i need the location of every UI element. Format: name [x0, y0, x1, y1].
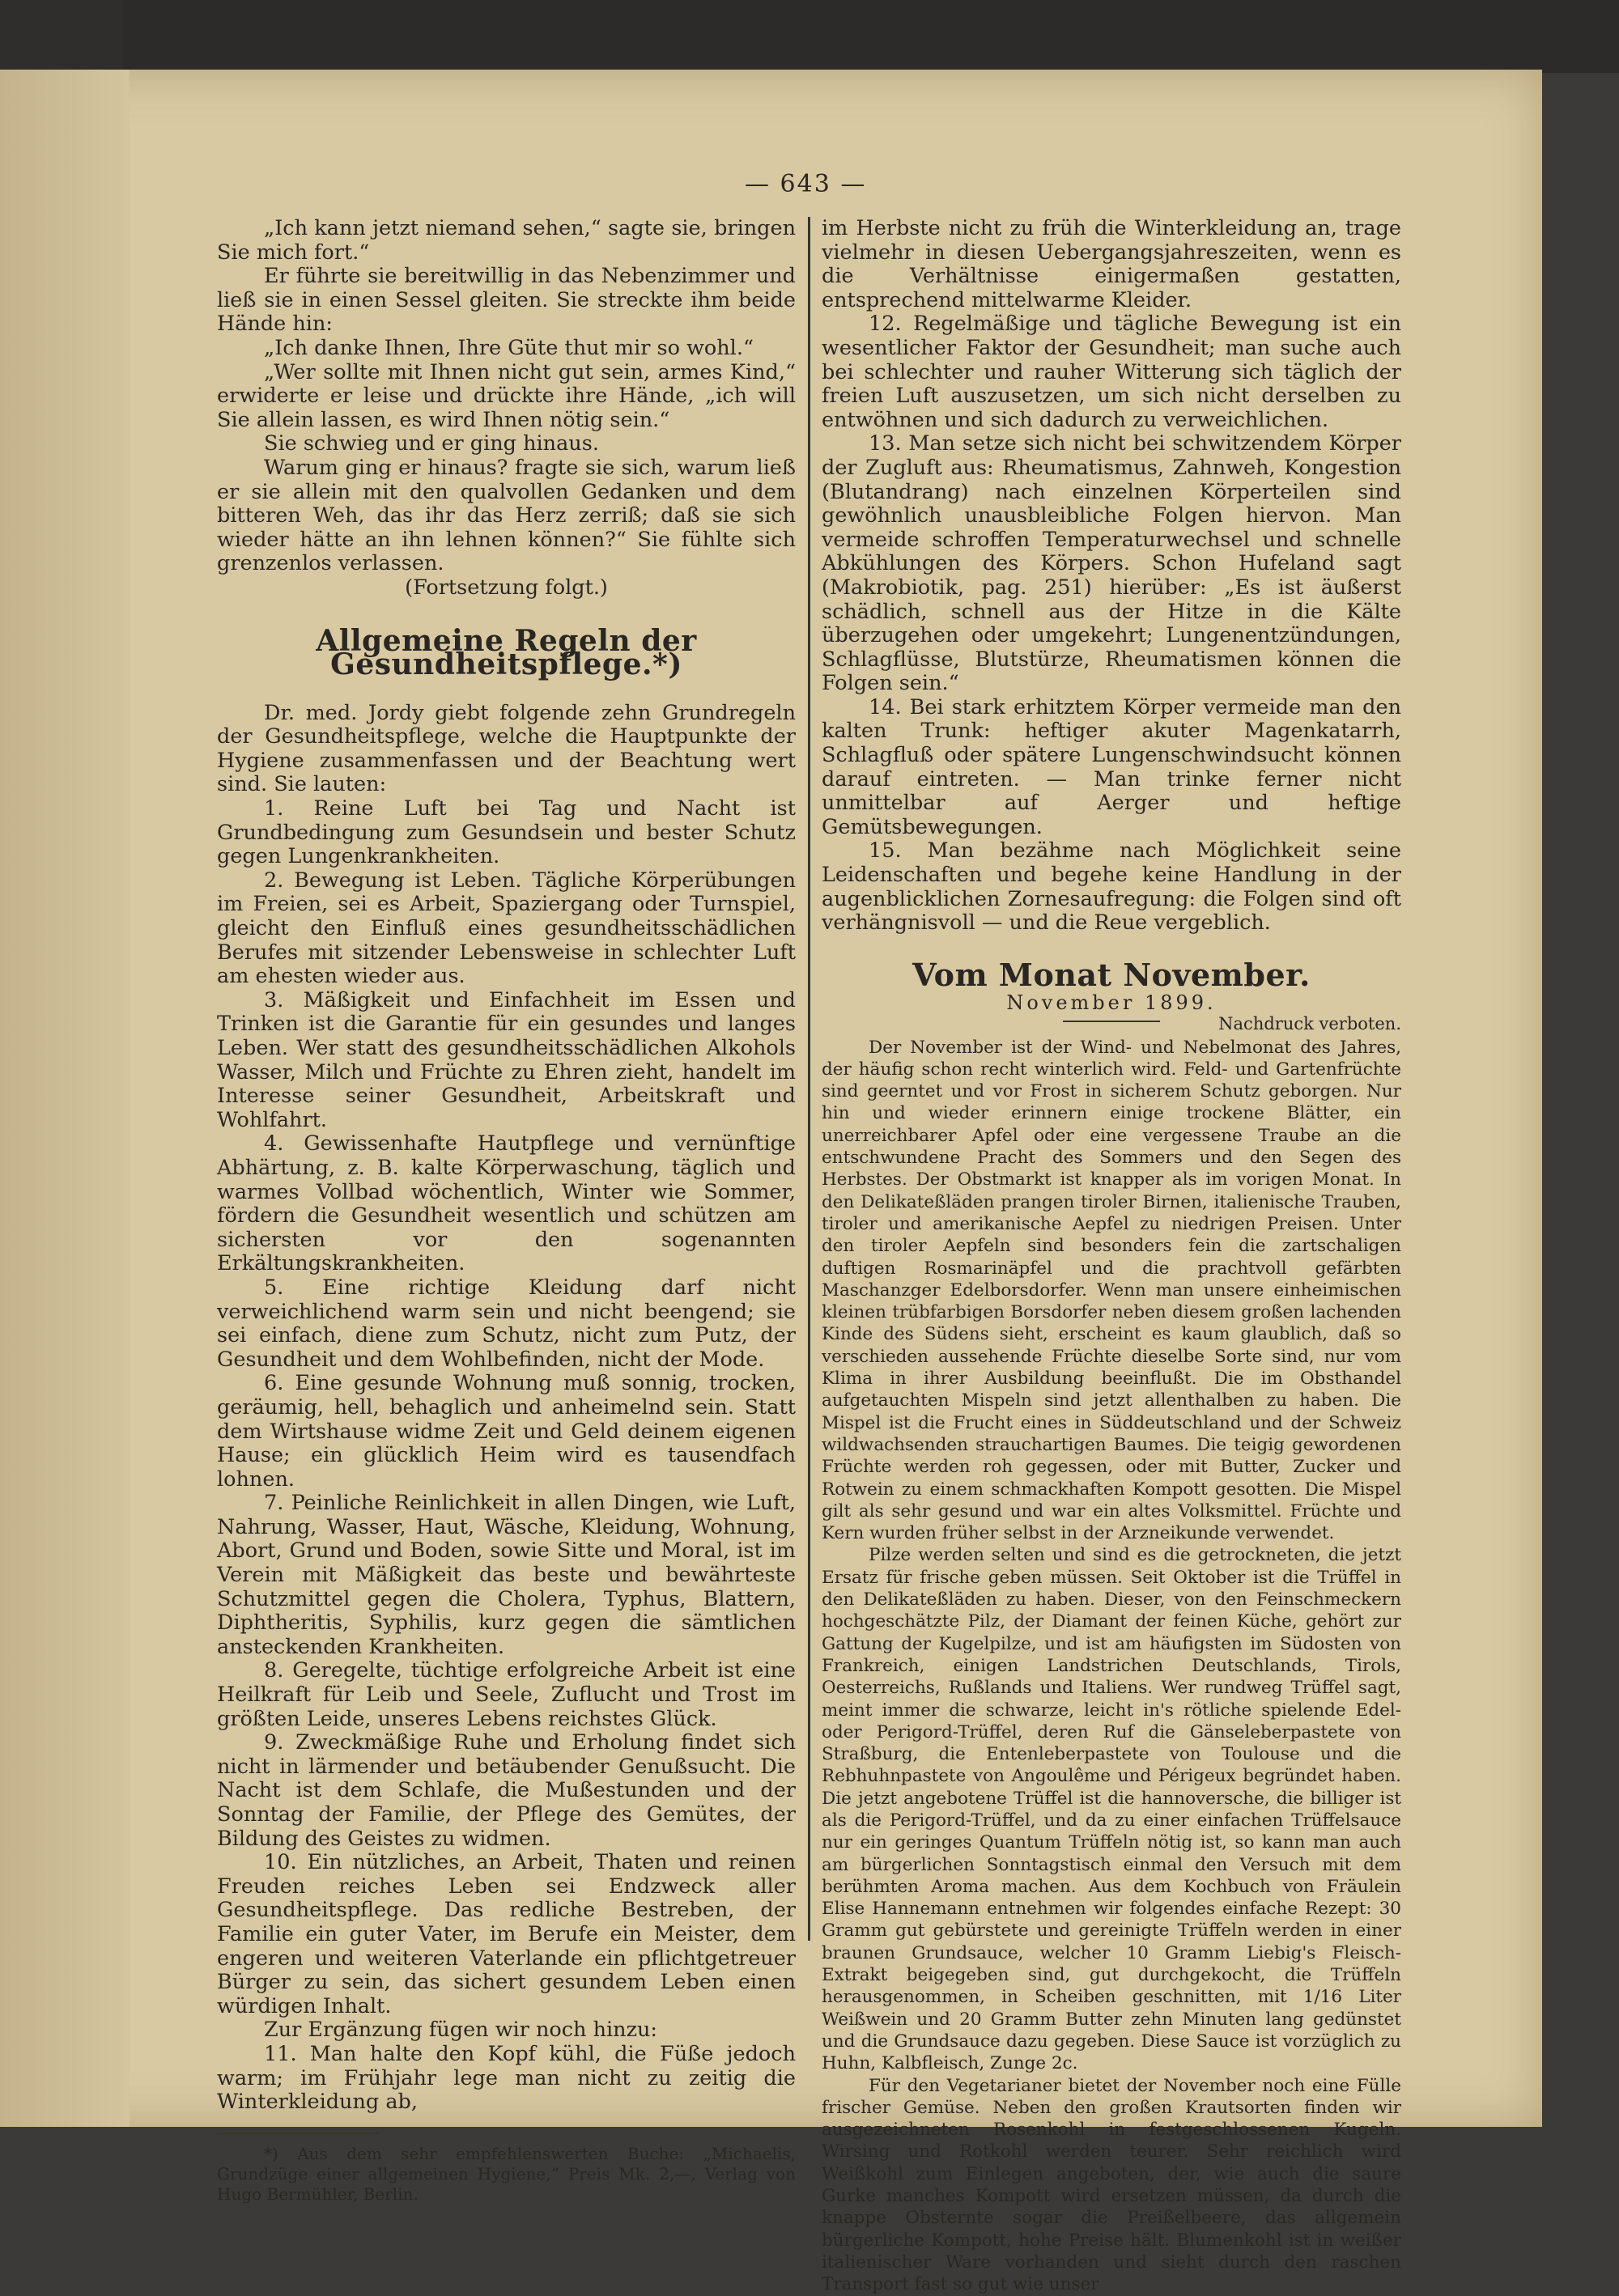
reprint-notice: Nachdruck verboten. [1218, 1014, 1401, 1033]
page-number: — 643 — [745, 170, 867, 198]
rule-item: Zur Ergänzung fügen wir noch hinzu: [264, 2018, 658, 2043]
article-intro: Dr. med. Jordy giebt folgende zehn Grundregeln der Gesundheitspflege, welche die Hauptpunkte der Hygiene zusammenfassen und der Beachtung wert sind. Sie lauten: [217, 700, 796, 797]
november-paragraph: Der November ist der Wind- und Nebelmonat des Jahres, der häufig schon recht winterlich wird. Feld- und Gartenfrüchte sind geerntet und vor Frost in sicherem Schutz geborgen. Nur hin und wieder erinnern einige trockene Blätter, ein unerreichbarer Apfel oder eine vergessene Traube an die entschwundene Pracht des Sommers und den Segen des Herbstes. Der Obstmarkt ist knapper als im vorigen Monat. In den Delikateßläden prangen tiroler Birnen, italienische Trauben, tiroler und amerikanische Aepfel zu niedrigen Preisen. Unter den tiroler Aepfeln sind besonders fein die zartschaligen duftigen Rosmarinäpfel und die prachtvoll gefärbten Maschanzger Edelborsdorfer. Wenn man unsere einheimischen kleinen trübfarbigen Borsdorfer neben diesem großen lachenden Kinde des Südens sieht, erscheint es kaum glaublich, daß so verschieden aussehende Früchte dieselbe Sorte sind, nur vom Klima in ihrer Ausbildung beeinflußt. Die im Obsthandel aufgetauchten Mispeln sind jetzt allenthalben zu haben. Die Mispel ist die Frucht eines in Süddeutschland und der Schweiz wildwachsenden strauchartigen Baumes. Die teigig gewordenen Früchte werden roh gegessen, oder mit Butter, Zucker und Rotwein zu einem schmackhaften Kompott gesotten. Die Mispel gilt als sehr gesund und war ein altes Volksmittel. Früchte und Kern wurden früher selbst in der Arzneikunde verwendet. [822, 1037, 1401, 1544]
footnote: *) Aus dem sehr empfehlenswerten Buche: „Michaelis, Grundzüge einer allgemeinen Hygiene,“ Preis Mk. 2,—, Verlag von Hugo Bermühler, Berlin. [217, 2143, 796, 2204]
november-paragraph: Für den Vegetarianer bietet der November noch eine Fülle frischer Gemüse. Neben den großen Krautsorten finden wir ausgezeichneten Rosenkohl in festgeschlossenen Kugeln. Wirsing und Rotkohl werden teurer. Sehr reichlich wird Weißkohl zum Einlegen angeboten, der, wie auch die saure Gurke manches Kompott wird ersetzen müssen, da durch die knappe Obsternte sogar die Preißelbeere, das allgemein bürgerliche Kompott, hohe Preise hält. Blumenkohl ist in weißer italienischer Ware vorhanden und sieht durch den raschen Transport fast so gut wie unser [822, 2075, 1401, 2295]
rule-item: 7. Peinliche Reinlichkeit in allen Dingen, wie Luft, Nahrung, Wasser, Haut, Wäsche, Kleidung, Wohnung, Abort, Grund und Boden, sowie Sitte und Moral, ist im Verein mit Mäßigkeit das beste und bewährteste Schutzmittel gegen die Cholera, Typhus, Blattern, Diphtheritis, Syphilis, kurz gegen die sämtlichen ansteckenden Krankheiten. [217, 1491, 796, 1659]
right-column [822, 217, 1401, 2296]
rule-item: 4. Gewissenhafte Hautpflege und vernünftige Abhärtung, z. B. kalte Körperwaschung, täglich und warmes Vollbad wöchentlich, Winter wie Sommer, fördern die Gesundheit wesentlich und schützen am sichersten vor den sogenannten Erkältungskrankheiten. [217, 1131, 796, 1276]
rule-item: 9. Zweckmäßige Ruhe und Erholung findet sich nicht in lärmender und betäubender Genußsucht. Die Nacht ist dem Schlafe, die Mußestunden und der Sonntag der Familie, der Pflege des Gemütes, der Bildung des Geistes zu widmen. [217, 1730, 796, 1851]
rule-item: 8. Geregelte, tüchtige erfolgreiche Arbeit ist eine Heilkraft für Leib und Seele, Zuflucht und Trost im größten Leide, unseres Lebens reichstes Glück. [217, 1658, 796, 1731]
story-paragraph: Warum ging er hinaus? fragte sie sich, warum ließ er sie allein mit den qualvollen Gedanken und dem bitteren Weh, das ihr das Herz zerriß; daß sie sich wieder hätte an ihn lehnen können?“ Sie fühlte sich grenzenlos verlassen. [217, 455, 796, 576]
rule-item: 14. Bei stark erhitztem Körper vermeide man den kalten Trunk: heftiger akuter Magenkatarrh, Schlagfluß oder spätere Lungenschwindsucht können darauf eintreten. — Man trinke ferner nicht unmittelbar auf Aerger und heftige Gemütsbewegungen. [822, 694, 1401, 839]
november-paragraph: Pilze werden selten und sind es die getrockneten, die jetzt Ersatz für frische geben müssen. Seit Oktober ist die Trüffel in den Delikateßläden zu haben. Dieser, von den Feinschmeckern hochgeschätzte Pilz, der Diamant der feinen Küche, gehört zur Gattung der Kugelpilze, und ist am häufigsten im Südosten von Frankreich, einigen Landstrichen Deutschlands, Tirols, Oesterreichs, Rußlands und Italiens. Wer rundweg Trüffel sagt, meint immer die schwarze, leicht in's rötliche spielende Edel- oder Perigord-Trüffel, deren Ruf die Gänseleberpastete von Straßburg, die Entenleberpastete von Toulouse und die Rebhuhnpastete von Angoulême und Périgeux begründet haben. Die jetzt angebotene Trüffel ist die hannoversche, die billiger ist als die Perigord-Trüffel, und da zu einer einfachen Trüffelsauce nur ein geringes Quantum Trüffeln nötig ist, so kann man auch am bürgerlichen Sonntagstisch einmal den Versuch mit dem berühmten Aroma machen. Aus dem Kochbuch von Fräulein Elise Hannemann entnehmen wir folgendes einfache Rezept: 30 Gramm gut gebürstete und gereinigte Trüffeln werden in einer braunen Grundsauce, welcher 10 Gramm Liebig's Fleisch-Extrakt beigegeben sind, gut durchgekocht, die Trüffeln herausgenommen, in Scheiben geschnitten, mit 1/16 Liter Weißwein und 20 Gramm Butter zehn Minuten lang gedünstet und die Grundsauce dazu gegeben. Diese Sauce ist vorzüglich zu Huhn, Kalbfleisch, Zunge 2c. [822, 1545, 1401, 2074]
rule-item: 13. Man setze sich nicht bei schwitzendem Körper der Zugluft aus: Rheumatismus, Zahnweh, Kongestion (Blutandrang) nach einzelnen Körperteilen sind gewöhnlich unausbleibliche Folgen hiervon. Man vermeide schroffen Temperaturwechsel und schnelle Abkühlungen des Körpers. Schon Hufeland sagt (Makrobiotik, pag. 251) hierüber: „Es ist äußerst schädlich, schnell aus der Hitze in die Kälte überzugehen oder umgekehrt; Lungenentzündungen, Schlagflüsse, Blutstürze, Rheumatismen können die Folgen sein.“ [822, 431, 1401, 696]
left-column [217, 217, 796, 2205]
article-subtitle: November 1899. [1006, 991, 1217, 1015]
article-title-november: Vom Monat November. [912, 956, 1311, 993]
footnote-divider [217, 2133, 379, 2134]
continued-note: (Fortsetzung folgt.) [405, 575, 608, 600]
story-paragraph: „Wer sollte mit Ihnen nicht gut sein, armes Kind,“ erwiderte er leise und drückte ihre Hände, „ich will Sie allein lassen, es wird Ihnen nötig sein.“ [217, 359, 796, 432]
rule-item: 11. Man halte den Kopf kühl, die Füße jedoch warm; im Frühjahr lege man nicht zu zeitig die Winterkleidung ab, [217, 2041, 796, 2115]
rule-item: 2. Bewegung ist Leben. Tägliche Körperübungen im Freien, sei es Arbeit, Spaziergang oder Turnspiel, gleicht den Einfluß eines gesundheitsschädlichen Berufes mit sitzender Lebensweise in schlechter Luft am ehesten wieder aus. [217, 868, 796, 989]
column-divider [808, 217, 810, 1941]
story-paragraph: Er führte sie bereitwillig in das Nebenzimmer und ließ sie in einen Sessel gleiten. Sie streckte ihm beide Hände hin: [217, 264, 796, 337]
scanner-background-top [0, 0, 1619, 73]
story-paragraph: „Ich danke Ihnen, Ihre Güte thut mir so wohl.“ [264, 335, 754, 360]
story-paragraph: „Ich kann jetzt niemand sehen,“ sagte sie, bringen Sie mich fort.“ [217, 216, 796, 265]
article-title-health: Allgemeine Regeln der Gesundheitspflege.*) [316, 623, 697, 682]
rule-item: 1. Reine Luft bei Tag und Nacht ist Grundbedingung zum Gesundsein und bester Schutz gegen Lungenkrankheiten. [217, 796, 796, 869]
rule-item: 10. Ein nützliches, an Arbeit, Thaten und reinen Freuden reiches Leben sei Endzweck aller Gesundheitspflege. Das redliche Bestreben, der Familie ein guter Vater, im Berufe ein Meister, dem engeren und weiteren Vaterlande ein pflichtgetreuer Bürger zu sein, das sichert gesundem Leben einen würdigen Inhalt. [217, 1850, 796, 2018]
story-paragraph: Sie schwieg und er ging hinaus. [264, 431, 599, 456]
rule-item: 3. Mäßigkeit und Einfachheit im Essen und Trinken ist die Garantie für ein gesundes und langes Leben. Wer statt des gesundheitsschädlichen Alkohols Wasser, Milch und Früchte zu Ehren zieht, handelt im Interesse seiner Gesundheit, Arbeitskraft und Wohlfahrt. [217, 987, 796, 1132]
rule-item: 6. Eine gesunde Wohnung muß sonnig, trocken, geräumig, hell, behaglich und anheimelnd sein. Statt dem Wirtshause widme Zeit und Geld deinem eigenen Hause; ein glücklich Heim wird es tausendfach lohnen. [217, 1371, 796, 1492]
rule-item: 15. Man bezähme nach Möglichkeit seine Leidenschaften und begehe keine Handlung in der augenblicklichen Zornesaufregung: die Folgen sind oft verhängnisvoll — und die Reue vergeblich. [822, 838, 1401, 936]
page-binding-edge [0, 70, 130, 2127]
rule-item: im Herbste nicht zu früh die Winterkleidung an, trage vielmehr in diesen Uebergangsjahreszeiten, wenn es die Verhältnisse einigermaßen gestatten, entsprechend mittelwarme Kleider. [822, 216, 1401, 312]
rule-item: 12. Regelmäßige und tägliche Bewegung ist ein wesentlicher Faktor der Gesundheit; man suche auch bei schlechter und rauher Witterung sich täglich der freien Luft auszusetzen, um sich nicht derselben zu entwöhnen und sich dadurch zu verweichlichen. [822, 312, 1401, 432]
rule-item: 5. Eine richtige Kleidung darf nicht verweichlichend warm sein und nicht beengend; sie sei einfach, diene zum Schutz, nicht zum Putz, der Gesundheit und dem Wohlbefinden, nicht der Mode. [217, 1275, 796, 1372]
